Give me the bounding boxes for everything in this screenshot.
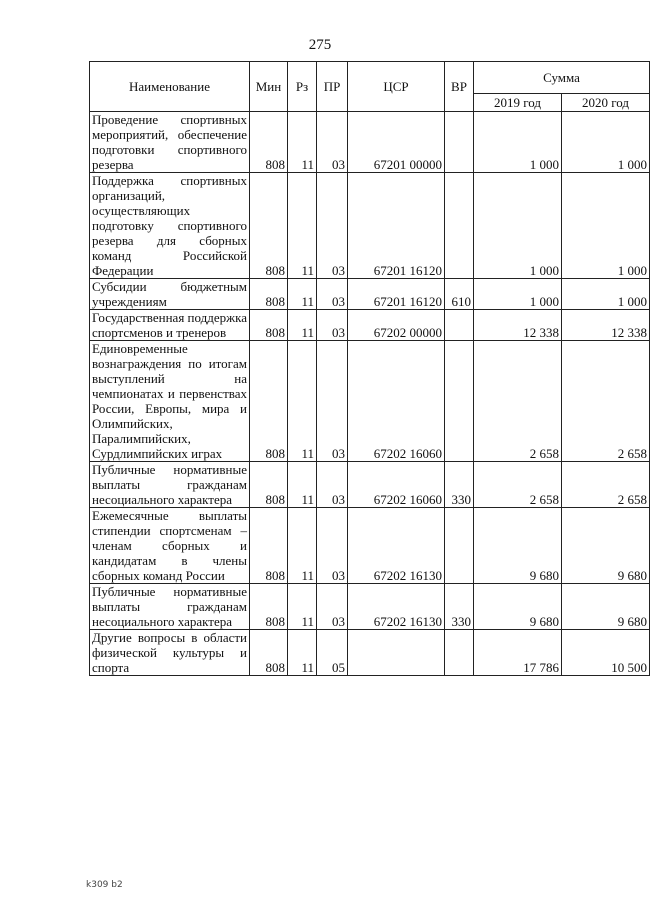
row-csr xyxy=(348,630,445,676)
row-csr: 67201 00000 xyxy=(348,112,445,173)
row-rz: 11 xyxy=(288,112,317,173)
row-sum-2019: 1 000 xyxy=(474,279,562,310)
header-row xyxy=(90,62,650,94)
header-rz: Рз xyxy=(288,62,317,112)
row-pr: 03 xyxy=(317,341,348,462)
row-sum-2019: 9 680 xyxy=(474,584,562,630)
row-pr: 03 xyxy=(317,462,348,508)
table-row xyxy=(90,173,650,279)
row-name: Единовременные вознаграждения по итогам выступлений на чемпионатах и первенствах России, Европы, мира и Олимпийских, Паралимпийских, Сурдлимпийских играх xyxy=(90,341,250,462)
row-vr xyxy=(445,310,474,341)
row-min: 808 xyxy=(250,279,288,310)
row-csr: 67202 16060 xyxy=(348,462,445,508)
header-name: Наименование xyxy=(90,62,250,112)
row-name: Поддержка спортивных организаций, осуществляющих подготовку спортивного резерва для сборных команд Российской Федерации xyxy=(90,173,250,279)
row-rz: 11 xyxy=(288,279,317,310)
row-sum-2020: 2 658 xyxy=(562,462,650,508)
row-pr: 03 xyxy=(317,508,348,584)
row-min: 808 xyxy=(250,508,288,584)
budget-table xyxy=(89,61,650,676)
row-sum-2019: 17 786 xyxy=(474,630,562,676)
row-rz: 11 xyxy=(288,173,317,279)
row-min: 808 xyxy=(250,341,288,462)
row-csr: 67202 00000 xyxy=(348,310,445,341)
row-csr: 67202 16060 xyxy=(348,341,445,462)
row-rz: 11 xyxy=(288,462,317,508)
row-vr: 610 xyxy=(445,279,474,310)
footer-code: k309 b2 xyxy=(86,880,123,890)
row-vr: 330 xyxy=(445,584,474,630)
row-sum-2020: 10 500 xyxy=(562,630,650,676)
row-rz: 11 xyxy=(288,310,317,341)
row-csr: 67202 16130 xyxy=(348,584,445,630)
row-sum-2019: 2 658 xyxy=(474,462,562,508)
row-vr: 330 xyxy=(445,462,474,508)
row-sum-2019: 9 680 xyxy=(474,508,562,584)
row-rz: 11 xyxy=(288,584,317,630)
row-csr: 67201 16120 xyxy=(348,279,445,310)
table-body xyxy=(90,112,650,676)
table-row xyxy=(90,279,650,310)
row-vr xyxy=(445,508,474,584)
row-pr: 03 xyxy=(317,310,348,341)
row-min: 808 xyxy=(250,310,288,341)
row-sum-2020: 2 658 xyxy=(562,341,650,462)
row-sum-2020: 9 680 xyxy=(562,508,650,584)
row-min: 808 xyxy=(250,630,288,676)
row-min: 808 xyxy=(250,584,288,630)
row-vr xyxy=(445,173,474,279)
row-vr xyxy=(445,630,474,676)
table-row xyxy=(90,508,650,584)
row-name: Государственная поддержка спортсменов и тренеров xyxy=(90,310,250,341)
row-rz: 11 xyxy=(288,341,317,462)
table-row xyxy=(90,112,650,173)
table-row xyxy=(90,341,650,462)
table-row xyxy=(90,310,650,341)
row-sum-2019: 2 658 xyxy=(474,341,562,462)
table-row xyxy=(90,584,650,630)
row-sum-2020: 1 000 xyxy=(562,279,650,310)
table-row xyxy=(90,630,650,676)
row-name: Публичные нормативные выплаты гражданам несоциального характера xyxy=(90,584,250,630)
row-vr xyxy=(445,112,474,173)
row-name: Публичные нормативные выплаты гражданам несоциального характера xyxy=(90,462,250,508)
header-year-2020: 2020 год xyxy=(562,94,650,112)
page-number: 275 xyxy=(308,37,332,53)
row-vr xyxy=(445,341,474,462)
row-name: Проведение спортивных мероприятий, обеспечение подготовки спортивного резерва xyxy=(90,112,250,173)
row-min: 808 xyxy=(250,173,288,279)
header-pr: ПР xyxy=(317,62,348,112)
row-pr: 03 xyxy=(317,112,348,173)
row-min: 808 xyxy=(250,112,288,173)
row-sum-2019: 12 338 xyxy=(474,310,562,341)
row-name: Ежемесячные выплаты стипендии спортсменам – членам сборных и кандидатам в члены сборных команд России xyxy=(90,508,250,584)
header-min: Мин xyxy=(250,62,288,112)
header-year-2019: 2019 год xyxy=(474,94,562,112)
row-rz: 11 xyxy=(288,508,317,584)
row-sum-2020: 9 680 xyxy=(562,584,650,630)
row-name: Другие вопросы в области физической культуры и спорта xyxy=(90,630,250,676)
header-csr: ЦСР xyxy=(348,62,445,112)
row-sum-2020: 1 000 xyxy=(562,112,650,173)
row-sum-2020: 12 338 xyxy=(562,310,650,341)
header-sum: Сумма xyxy=(474,62,650,94)
header-vr: ВР xyxy=(445,62,474,112)
row-pr: 03 xyxy=(317,584,348,630)
table-row xyxy=(90,462,650,508)
row-csr: 67201 16120 xyxy=(348,173,445,279)
row-name: Субсидии бюджетным учреждениям xyxy=(90,279,250,310)
row-min: 808 xyxy=(250,462,288,508)
row-pr: 03 xyxy=(317,173,348,279)
row-rz: 11 xyxy=(288,630,317,676)
row-csr: 67202 16130 xyxy=(348,508,445,584)
row-pr: 05 xyxy=(317,630,348,676)
row-pr: 03 xyxy=(317,279,348,310)
row-sum-2019: 1 000 xyxy=(474,112,562,173)
row-sum-2019: 1 000 xyxy=(474,173,562,279)
row-sum-2020: 1 000 xyxy=(562,173,650,279)
